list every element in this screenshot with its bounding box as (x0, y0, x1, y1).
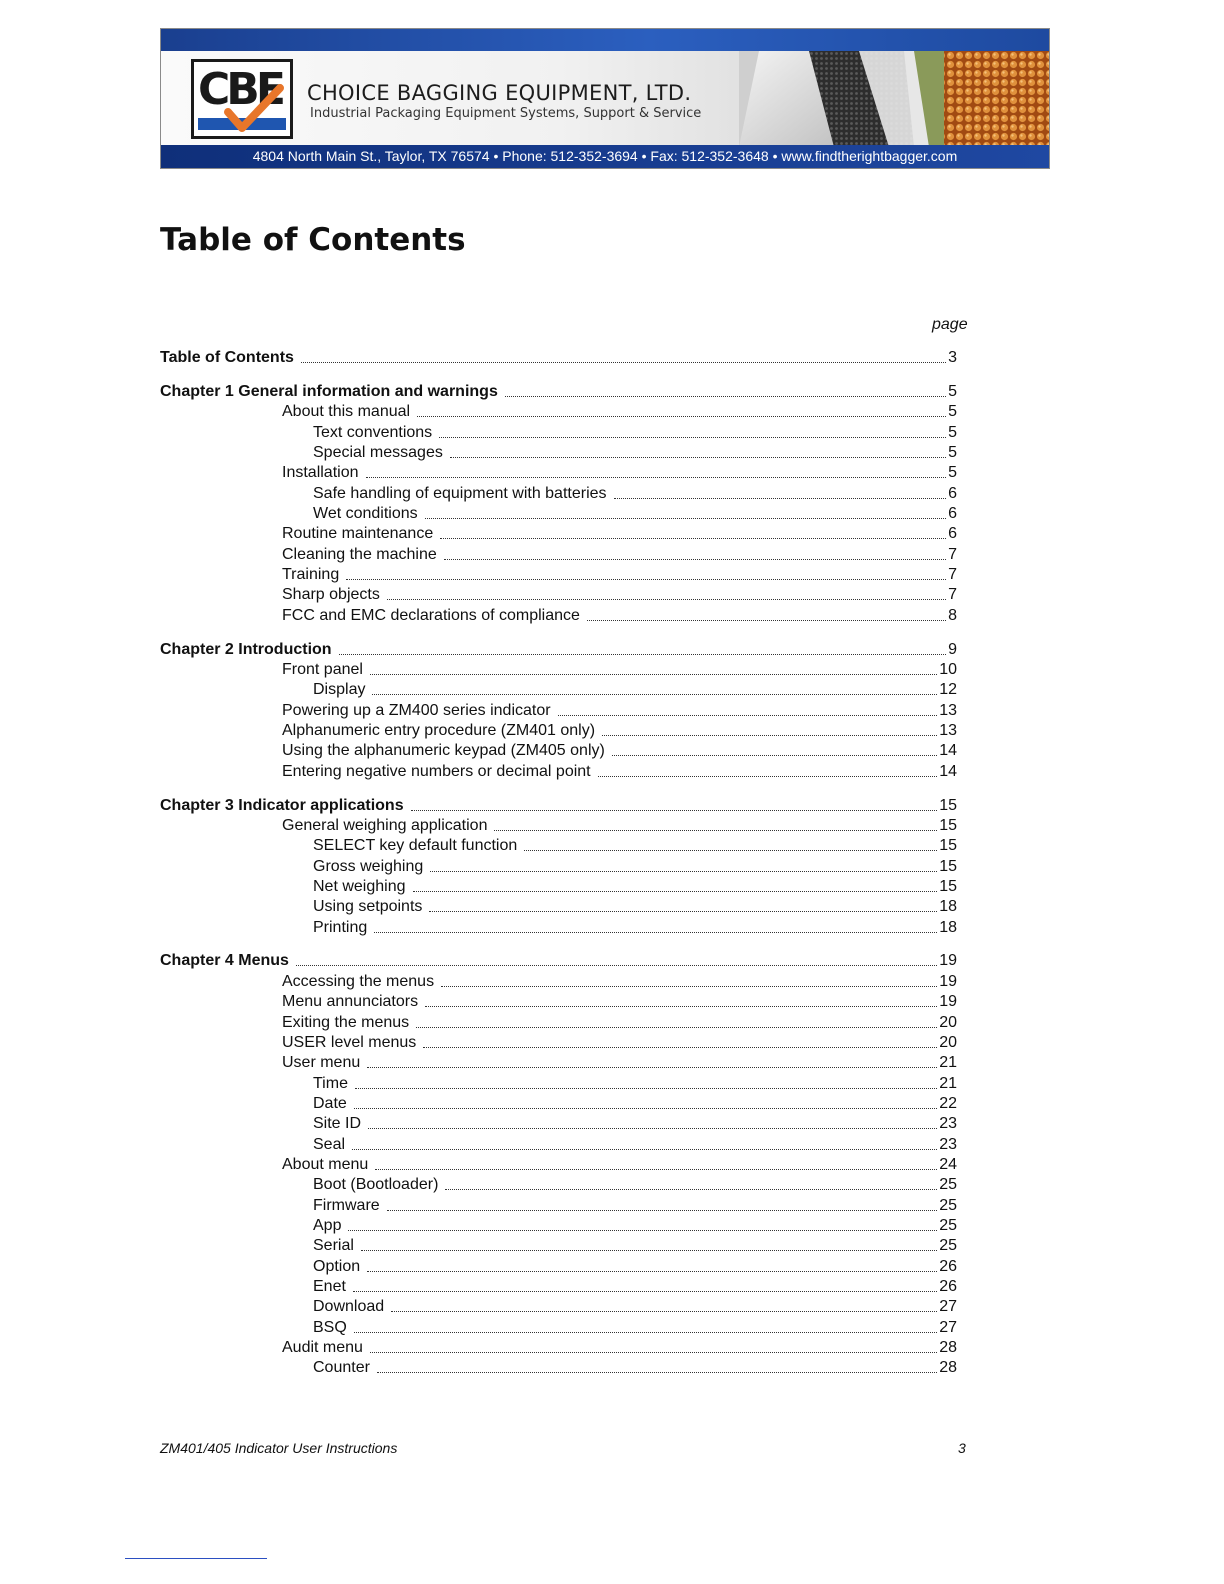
dot-leader (612, 754, 937, 756)
toc-entry-page: 12 (939, 681, 957, 699)
toc-entry[interactable] (313, 896, 957, 917)
company-tagline: Industrial Packaging Equipment Systems, Support & Service (310, 106, 702, 121)
dot-leader (354, 1107, 937, 1109)
toc-entry[interactable] (313, 1317, 957, 1338)
toc-entry[interactable] (313, 422, 957, 443)
toc-entry-label: Alphanumeric entry procedure (ZM401 only) (282, 721, 596, 739)
toc-entry-page: 27 (939, 1298, 957, 1316)
dot-leader (444, 558, 946, 560)
dot-leader (417, 415, 946, 417)
toc-entry-label: Menu annunciators (282, 993, 419, 1011)
toc-entry[interactable] (313, 1073, 957, 1094)
dot-leader (366, 476, 947, 478)
dot-leader (425, 1005, 937, 1007)
toc-entry-page: 28 (939, 1359, 957, 1377)
toc-entry-page: 25 (939, 1196, 957, 1214)
toc-entry[interactable] (313, 1134, 957, 1155)
toc-entry[interactable] (282, 740, 957, 761)
toc-entry[interactable] (282, 1052, 957, 1073)
bottom-rule (125, 1558, 267, 1559)
toc-entry-label: User menu (282, 1054, 361, 1072)
toc-entry[interactable] (313, 503, 957, 524)
toc-entry-label: Option (313, 1257, 361, 1275)
toc-entry[interactable] (282, 991, 957, 1012)
dot-leader (598, 775, 938, 777)
dot-leader (450, 456, 946, 458)
toc-entry-label: Exiting the menus (282, 1013, 410, 1031)
toc-entry-page: 14 (939, 742, 957, 760)
dot-leader (441, 985, 937, 987)
toc-entry-page: 26 (939, 1257, 957, 1275)
toc-entry-label: Sharp objects (282, 586, 380, 604)
dot-leader (430, 870, 937, 872)
toc-entry[interactable] (313, 483, 957, 504)
page-column-label: page (932, 316, 968, 333)
toc-entry-page: 5 (948, 443, 957, 461)
dot-leader (614, 497, 947, 499)
dot-leader (348, 1229, 937, 1231)
dot-leader (387, 598, 946, 600)
toc-entry-page: 22 (939, 1094, 957, 1112)
toc-entry-label: Display (313, 681, 366, 699)
logo-text: CBE (198, 64, 282, 115)
toc-entry[interactable] (313, 1357, 957, 1378)
toc-entry-page: 6 (948, 504, 957, 522)
toc-entry-label: Enet (313, 1278, 346, 1296)
dot-leader (377, 1371, 937, 1373)
toc-entry-page: 25 (939, 1237, 957, 1255)
toc-entry-label: Entering negative numbers or decimal point (282, 762, 591, 780)
toc-entry-page: 9 (948, 640, 957, 658)
toc-entry[interactable] (313, 1296, 957, 1317)
dot-leader (524, 849, 937, 851)
toc-entry-label: General weighing application (282, 816, 488, 834)
toc-entry-label: Cleaning the machine (282, 545, 437, 563)
toc-entry-page: 5 (948, 382, 957, 400)
toc-entry-page: 13 (939, 721, 957, 739)
toc-chapter-entry[interactable] (160, 950, 957, 971)
toc-chapter-entry[interactable] (160, 347, 957, 368)
dot-leader (352, 1148, 937, 1150)
toc-entry-label: Gross weighing (313, 857, 424, 875)
toc-entry-label: Table of Contents (160, 349, 294, 366)
toc-entry-label: Chapter 4 Menus (160, 952, 289, 970)
dot-leader (439, 436, 946, 438)
toc-entry-label: Text conventions (313, 423, 433, 441)
toc-entry-label: SELECT key default function (313, 837, 518, 855)
dot-leader (354, 1331, 937, 1333)
toc-entry-page: 5 (948, 464, 957, 482)
toc-entry-label: Training (282, 566, 340, 583)
toc-chapter-entry[interactable] (160, 639, 957, 660)
toc-entry-page: 8 (948, 606, 957, 624)
toc-entry-page: 28 (939, 1339, 957, 1357)
dot-leader (411, 809, 938, 811)
toc-entry-label: Date (313, 1094, 347, 1112)
toc-entry-page: 10 (939, 660, 957, 678)
toc-entry-label: Using setpoints (313, 898, 423, 916)
dot-leader (416, 1026, 937, 1028)
dot-leader (375, 1168, 937, 1170)
toc-entry-page: 21 (939, 1054, 957, 1072)
toc-entry[interactable] (282, 1337, 957, 1358)
toc-entry-label: Chapter 3 Indicator applications (160, 796, 404, 814)
toc-entry[interactable] (313, 1195, 957, 1216)
dot-leader (429, 910, 937, 912)
toc-entry-page: 7 (948, 586, 957, 604)
toc-entry-page: 20 (939, 1033, 957, 1051)
toc-entry-label: Counter (313, 1359, 370, 1377)
footer-page-number: 3 (958, 1440, 966, 1456)
toc-entry-label: USER level menus (282, 1033, 417, 1051)
toc-entry[interactable] (313, 1215, 957, 1236)
toc-entry-page: 5 (948, 423, 957, 441)
toc-entry-label: About menu (282, 1155, 369, 1173)
toc-entry-label: App (313, 1217, 342, 1234)
toc-entry-label: Time (313, 1074, 348, 1092)
toc-entry-label: Chapter 1 General information and warnings (160, 382, 498, 400)
toc-entry-label: Installation (282, 464, 359, 482)
toc-entry-label: Printing (313, 918, 368, 936)
contact-line: 4804 North Main St., Taylor, TX 76574 • Phone: 512-352-3694 • Fax: 512-352-3648 • www.findtherightbagger.com (161, 145, 1049, 168)
toc-entry-page: 15 (939, 837, 957, 855)
toc-entry-label: Chapter 2 Introduction (160, 640, 332, 658)
toc-entry[interactable] (282, 1154, 957, 1175)
toc-entry-page: 27 (939, 1318, 957, 1336)
dot-leader (339, 653, 947, 655)
company-name: CHOICE BAGGING EQUIPMENT, LTD. (307, 81, 692, 105)
toc-entry-page: 23 (939, 1135, 957, 1153)
dot-leader (602, 734, 937, 736)
dot-leader (440, 537, 946, 539)
dot-leader (558, 714, 938, 716)
toc-entry-page: 19 (939, 952, 957, 970)
toc-entry-label: Seal (313, 1135, 346, 1153)
toc-entry-label: Audit menu (282, 1339, 363, 1357)
dot-leader (391, 1310, 937, 1312)
dot-leader (425, 517, 946, 519)
toc-entry-page: 6 (948, 484, 957, 502)
toc-entry[interactable] (313, 442, 957, 463)
dot-leader (413, 890, 938, 892)
toc-entry-label: Accessing the menus (282, 972, 435, 990)
dot-leader (368, 1127, 937, 1129)
toc-entry-label: Boot (Bootloader) (313, 1176, 439, 1194)
dot-leader (505, 395, 946, 397)
page-title: Table of Contents (160, 222, 466, 258)
toc-entry-label: Serial (313, 1237, 354, 1255)
footer-document-name: ZM401/405 Indicator User Instructions (160, 1440, 398, 1456)
dot-leader (301, 361, 946, 363)
toc-entry-page: 23 (939, 1115, 957, 1133)
toc-chapter-entry[interactable] (160, 795, 957, 816)
toc-entry-label: Site ID (313, 1115, 362, 1133)
toc-entry-label: BSQ (313, 1318, 347, 1336)
toc-entry[interactable] (282, 815, 957, 836)
toc-entry-page: 13 (939, 701, 957, 719)
toc-entry-page: 24 (939, 1155, 957, 1173)
toc-entry-label: Routine maintenance (282, 525, 434, 543)
toc-entry[interactable] (282, 761, 957, 782)
dot-leader (346, 578, 946, 580)
dot-leader (370, 1351, 937, 1353)
toc-entry[interactable] (282, 971, 957, 992)
toc-entry-page: 20 (939, 1013, 957, 1031)
toc-entry[interactable] (313, 835, 957, 856)
toc-entry[interactable] (313, 856, 957, 877)
toc-entry[interactable] (313, 679, 957, 700)
toc-entry-page: 25 (939, 1217, 957, 1234)
toc-entry[interactable] (282, 584, 957, 605)
toc-entry-page: 15 (939, 857, 957, 875)
toc-entry[interactable] (282, 544, 957, 565)
toc-entry-page: 6 (948, 525, 957, 543)
toc-entry-page: 14 (939, 762, 957, 780)
toc-entry-page: 18 (939, 898, 957, 916)
dot-leader (296, 964, 937, 966)
toc-entry[interactable] (313, 917, 957, 938)
dot-leader (355, 1087, 937, 1089)
toc-entry[interactable] (282, 659, 957, 680)
toc-entry[interactable] (282, 720, 957, 741)
toc-entry-page: 25 (939, 1176, 957, 1194)
toc-entry[interactable] (282, 523, 957, 544)
dot-leader (372, 693, 937, 695)
dot-leader (423, 1046, 937, 1048)
toc-entry-page: 7 (948, 545, 957, 563)
dot-leader (494, 829, 937, 831)
dot-leader (367, 1066, 937, 1068)
toc-entry-page: 3 (948, 349, 957, 366)
toc-entry-label: Firmware (313, 1196, 380, 1214)
toc-entry[interactable] (313, 1235, 957, 1256)
dot-leader (374, 931, 937, 933)
toc-entry-label: Wet conditions (313, 504, 418, 522)
dot-leader (387, 1209, 938, 1211)
dot-leader (445, 1188, 937, 1190)
toc-entry-page: 15 (939, 877, 957, 895)
toc-entry-page: 19 (939, 993, 957, 1011)
toc-entry[interactable] (282, 401, 957, 422)
toc-entry-label: About this manual (282, 403, 411, 421)
toc-entry[interactable] (282, 1012, 957, 1033)
toc-entry-label: Using the alphanumeric keypad (ZM405 only) (282, 742, 605, 760)
toc-entry[interactable] (282, 1032, 957, 1053)
toc-entry-label: Powering up a ZM400 series indicator (282, 701, 551, 719)
toc-entry-page: 15 (939, 816, 957, 834)
toc-entry-label: Safe handling of equipment with batteries (313, 484, 607, 502)
toc-entry-page: 18 (939, 918, 957, 936)
toc-entry[interactable] (313, 1276, 957, 1297)
dot-leader (361, 1249, 937, 1251)
toc-entry[interactable] (313, 1113, 957, 1134)
toc-entry[interactable] (282, 605, 957, 626)
toc-entry-label: Front panel (282, 660, 363, 678)
toc-entry-page: 21 (939, 1074, 957, 1092)
toc-entry[interactable] (313, 876, 957, 897)
toc-entry[interactable] (313, 1093, 957, 1114)
dot-leader (367, 1270, 937, 1272)
toc-entry[interactable] (282, 462, 957, 483)
dot-leader (587, 619, 946, 621)
dot-leader (370, 673, 937, 675)
toc-entry-label: FCC and EMC declarations of compliance (282, 606, 580, 624)
toc-entry[interactable] (313, 1174, 957, 1195)
toc-entry-page: 5 (948, 403, 957, 421)
dot-leader (353, 1290, 937, 1292)
toc-entry-page: 19 (939, 972, 957, 990)
toc-entry[interactable] (313, 1256, 957, 1277)
toc-entry-label: Special messages (313, 443, 443, 461)
toc-entry[interactable] (282, 564, 957, 585)
toc-entry-label: Net weighing (313, 877, 406, 895)
toc-entry-label: Download (313, 1298, 385, 1316)
toc-entry[interactable] (282, 700, 957, 721)
toc-entry-page: 7 (948, 566, 957, 583)
toc-chapter-entry[interactable] (160, 381, 957, 402)
toc-entry-page: 15 (939, 796, 957, 814)
toc-entry-page: 26 (939, 1278, 957, 1296)
